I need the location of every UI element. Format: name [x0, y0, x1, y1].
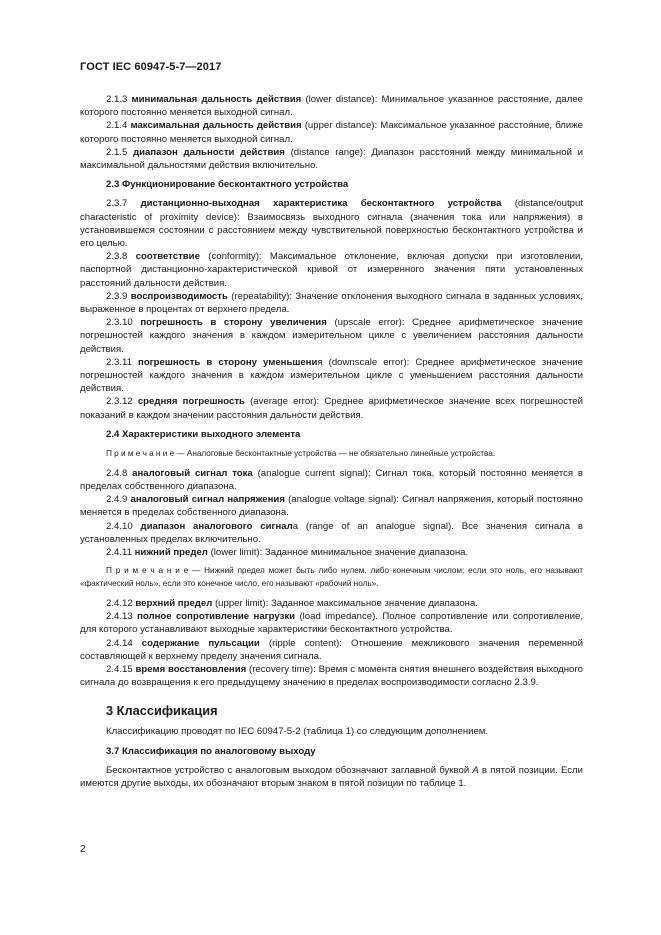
section-heading-3: 3 Классификация — [106, 703, 218, 719]
term: аналоговый сигнал напряжения — [130, 494, 285, 506]
term: погрешность в сторону уменьшени — [138, 356, 318, 368]
definition-2-4-8: 2.4.8 аналоговый сигнал тока (analogue current signal): Сигнал тока, который постоянно меняется в пределах собственного диапазона. — [80, 467, 583, 493]
term: средняя погрешность — [137, 396, 245, 408]
term: время восстановления — [135, 663, 247, 675]
definition-2-3-7: 2.3.7 дистанционно-выходная характеристика бесконтактного устройства (distance/output characteristic of proximity device): Взаимосвязь выходного сигнала (значения тока или напряжения) в установившемся состоянии с расстоянием между чувствительной поверхностью бесконтактного устройства и его целью. — [80, 198, 584, 250]
section-heading-3-7: 3.7 Классификация по аналоговому выходу — [106, 745, 316, 757]
note-lower-limit: П р и м е ч а н и е — Нижний предел может быть либо нулем, либо конечным числом; если это ноль, его называют «фактический ноль», если это конечное число, его называют «рабочий ноль». — [80, 566, 584, 589]
definition-2-3-12: 2.3.12 средняя погрешность (average error): Среднее арифметическое значение всех погрешностей показаний в каждом значении расстояния дальности действия. — [80, 396, 583, 421]
definition-2-4-10: 2.4.10 диапазон аналогового сигнала (range of an analogue signal). Все значения сигнала в установленных пределах включительно. — [80, 520, 583, 545]
term: полное сопротивление нагрузки — [137, 611, 296, 623]
section-heading-2-4: 2.4 Характеристики выходного элемента — [106, 428, 301, 440]
term: содержание пульсации — [141, 637, 260, 649]
definition-2-1-4: 2.1.4 максимальная дальность действия (upper distance): Максимальное указанное расстояние, ближе которого постоянно меняется выходной сигнал. — [80, 120, 583, 145]
term: погрешность в сторону увеличения — [140, 317, 327, 329]
definition-2-3-8: 2.3.8 соответствие (conformity): Максимальное отклонение, включая допуски при изготовлении, паспортной дистанционно-характеристической кривой от измеренного значения пяти установленных расстояний дальности действия. — [80, 251, 583, 289]
definition-2-4-15: 2.4.15 время восстановления (recovery time): Время с момента снятия внешнего воздействия выходного сигнала до возвращения к его предыдущему значению в пределах воспроизводимости согласно 2.3.9. — [80, 663, 583, 689]
term: максимальная дальность действия — [130, 120, 302, 132]
term: верхний предел — [135, 597, 213, 609]
term: диапазон дальности действия — [133, 146, 285, 158]
page-number: 2 — [80, 844, 86, 855]
definition-2-4-12: 2.4.12 верхний предел (upper limit): Заданное максимальное значение диапазона. — [106, 597, 478, 609]
definition-2-4-11: 2.4.11 нижний предел (lower limit): Заданное минимальное значение диапазона. — [106, 547, 469, 559]
definition-2-4-14: 2.4.14 содержание пульсации (ripple content): Отношение межликового значения переменной составляющей к верхнему пределу значения сигнала. — [80, 637, 583, 662]
note-analogue: П р и м е ч а н и е — Аналоговые бесконтактные устройства — не обязательно линейные устройства. — [106, 449, 496, 459]
term: дистанционно-выходная характеристика бесконтактного устройства — [140, 198, 502, 210]
definition-2-4-9: 2.4.9 аналоговый сигнал напряжения (analogue voltage signal): Сигнал напряжения, который постоянно меняется в пределах собственного диапазона. — [80, 494, 583, 519]
term: воспроизводимость — [130, 290, 228, 302]
term: диапазон аналогового сигнал — [140, 520, 293, 532]
term: аналоговый сигнал тока — [132, 467, 253, 479]
paragraph-classification: Классификацию проводят по IEC 60947-5-2 (таблица 1) со следующим дополнением. — [106, 726, 489, 738]
document-body — [80, 93, 583, 790]
definition-2-4-13: 2.4.13 полное сопротивление нагрузки (load impedance). Полное сопротивление или сопротивление, для которого устанавливают выходные характеристики бесконтактного устройства. — [80, 611, 583, 636]
term: соответствие — [135, 251, 200, 263]
definition-2-3-10: 2.3.10 погрешность в сторону увеличения (upscale error): Среднее арифметическое значение погрешностей каждого значения в каждом измерительном цикле с увеличением расстояния дальности действия. — [80, 317, 583, 355]
section-heading-2-3: 2.3 Функционирование бесконтактного устройства — [106, 179, 349, 191]
definition-2-3-11: 2.3.11 погрешность в сторону уменьшения (downscale error): Среднее арифметическое значение погрешностей каждого значения в каждом измерительном цикле с уменьшением расстояния дальности действия. — [80, 356, 583, 395]
term: минимальная дальность действия — [131, 94, 302, 105]
term: нижний предел — [134, 547, 208, 559]
paragraph-analogue-output: Бесконтактное устройство с аналоговым выходом обозначают заглавной буквой A в пятой позиции. Если имеются другие выходы, их обозначают вторым знаком в пятой позиции по таблице 1. — [80, 764, 583, 789]
definition-2-3-9: 2.3.9 воспроизводимость (repeatability): Значение отклонения выходного сигнала в заданных условиях, выраженное в процентах от верхнего предела. — [80, 290, 583, 316]
definition-2-1-3: 2.1.3 минимальная дальность действия (lower distance): Минимальное указанное расстояние, далее которого постоянно меняется выходной сигнал. — [80, 94, 583, 119]
document-header: ГОСТ IEC 60947-5-7—2017 — [80, 61, 222, 73]
definition-2-1-5: 2.1.5 диапазон дальности действия (distance range): Диапазон расстояний между минимальной и максимальной дальностями действия включительно. — [80, 146, 583, 172]
